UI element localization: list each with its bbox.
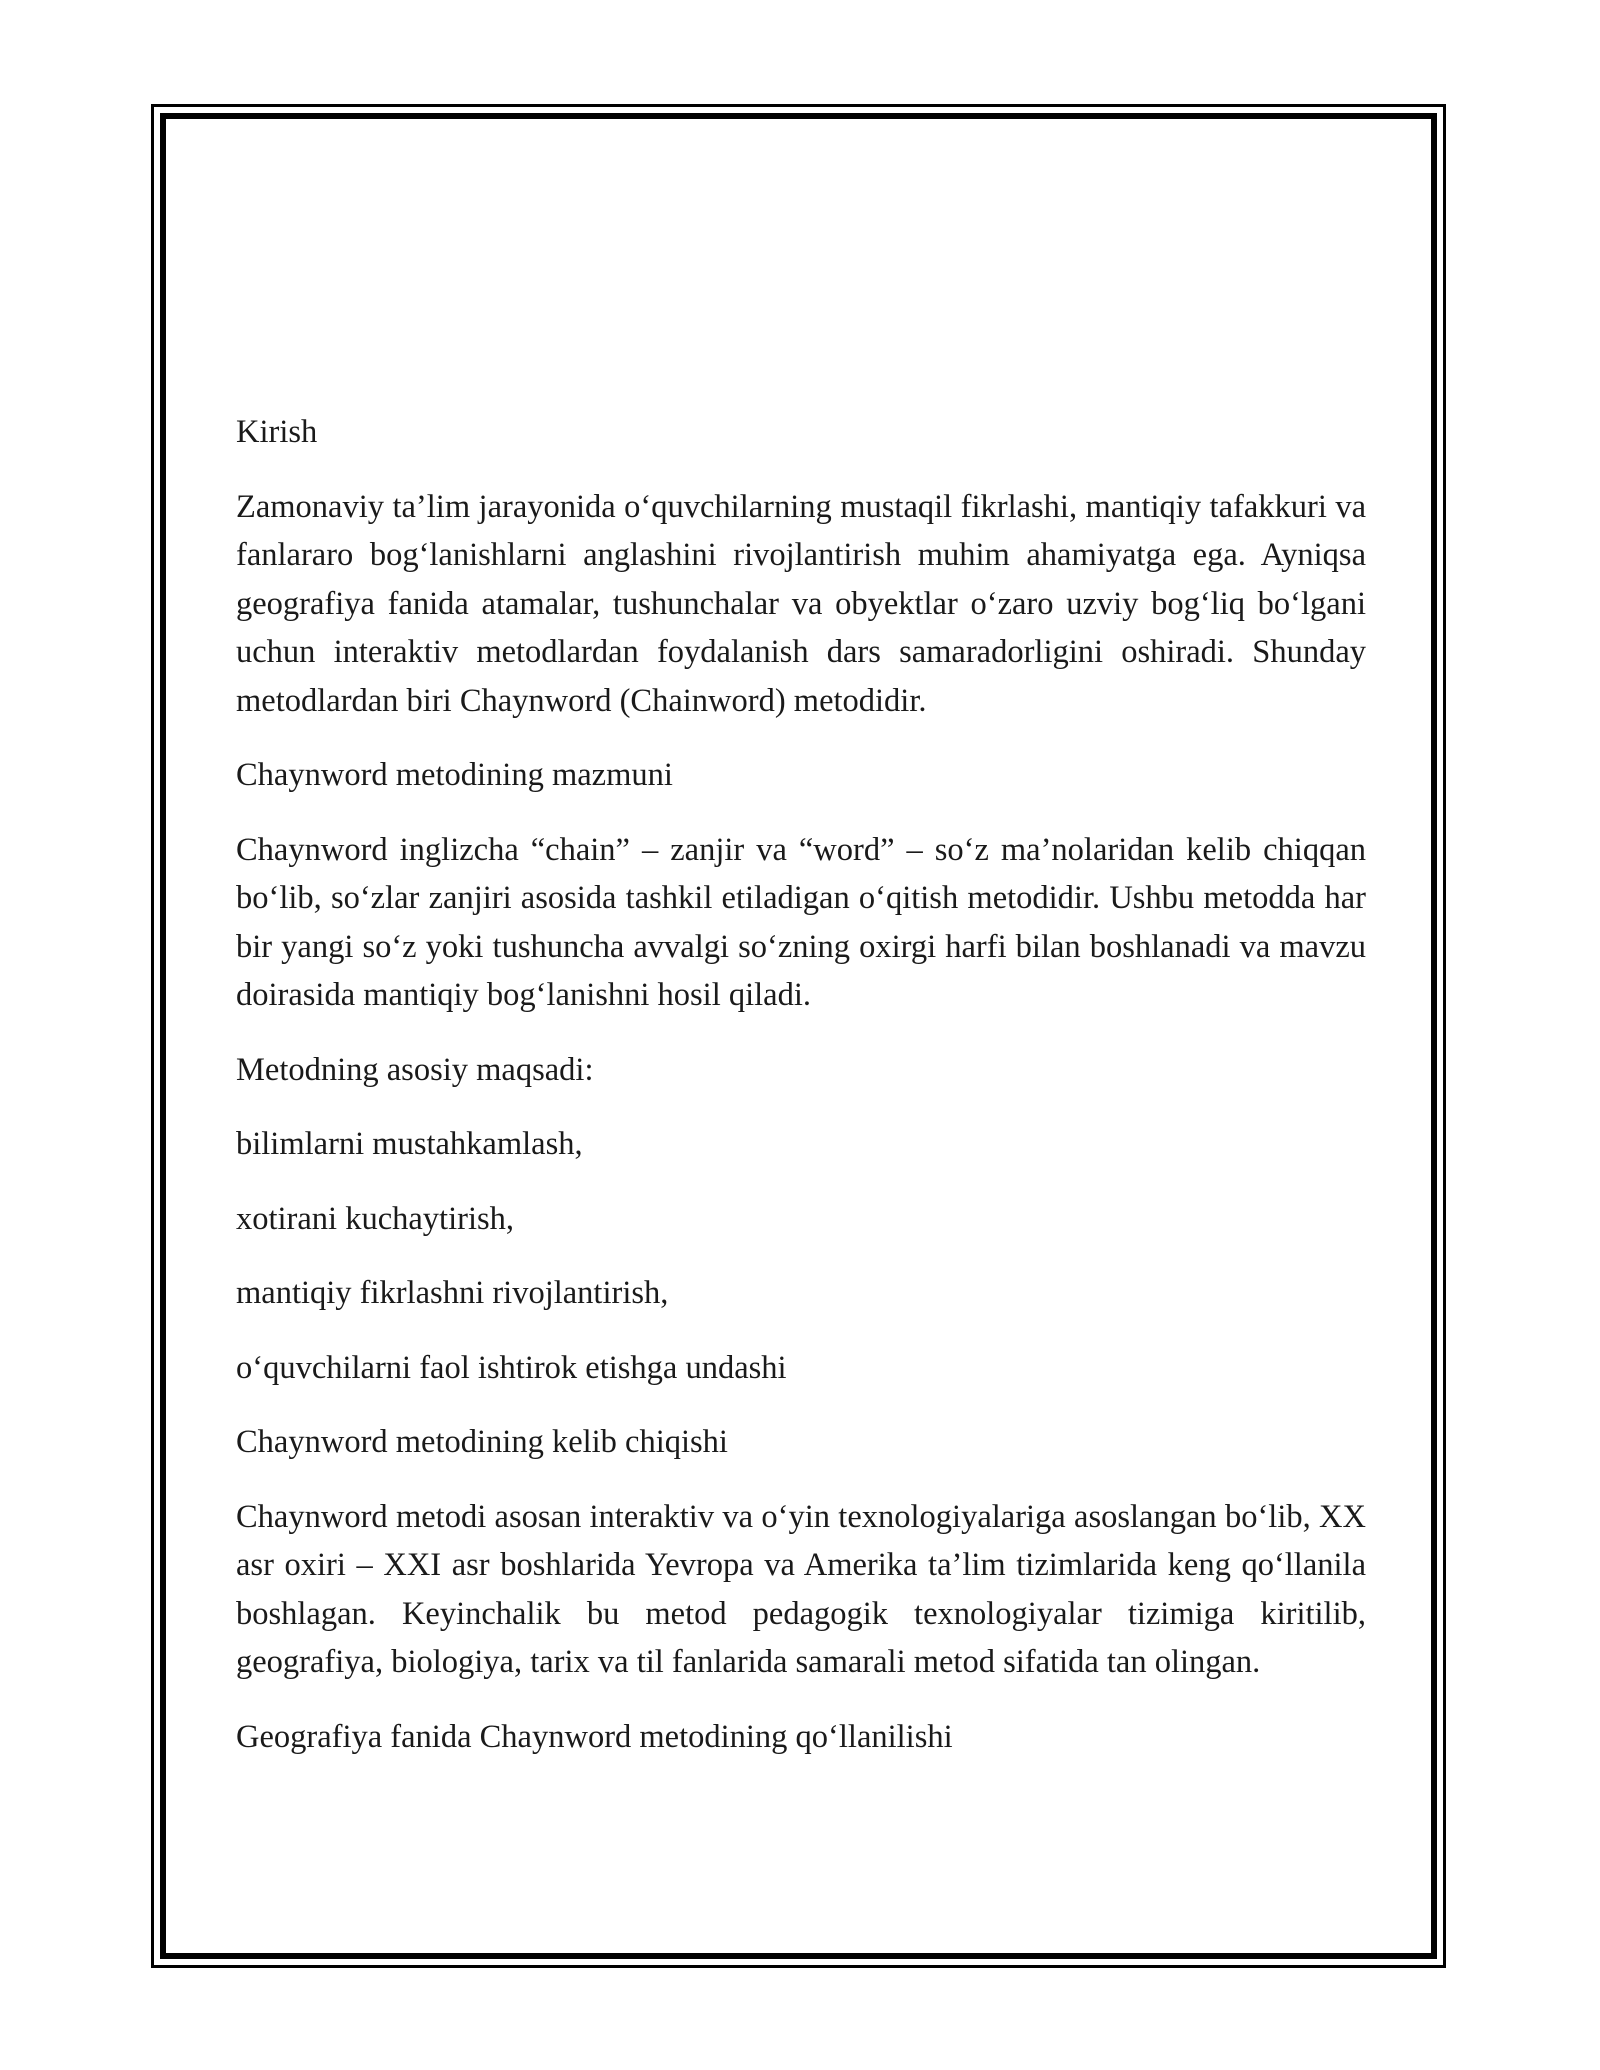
goal-item: xotirani kuchaytirish, <box>236 1200 514 1237</box>
section-heading-content: Chaynword metodining mazmuni <box>236 757 673 793</box>
goals-heading: Metodning asosiy maqsadi: <box>236 1051 594 1088</box>
document-body <box>236 408 1366 1787</box>
intro-paragraph: Zamonaviy ta’lim jarayonida o‘quvchilarning mustaqil fikrlashi, mantiqiy tafakkuri va fanlararo bog‘lanishlarni anglashini rivojlantirish muhim ahamiyatga ega. Ayniqsa geografiya fanida atamalar, tushunchalar va obyektlar o‘zaro uzviy bog‘liq bo‘lgani uchun interaktiv metodlardan foydalanish dars samaradorligini oshiradi. Shunday metodlardan biri Chaynword (Chainword) metodidir. <box>236 488 1366 719</box>
goal-item: mantiqiy fikrlashni rivojlantirish, <box>236 1275 669 1311</box>
section-heading-intro: Kirish <box>236 414 318 450</box>
section-heading-geography: Geografiya fanida Chaynword metodining qo‘llanilishi <box>236 1718 953 1755</box>
origin-paragraph: Chaynword metodi asosan interaktiv va o‘yin texnologiyalariga asoslangan bo‘lib, XX asr oxiri – XXI asr boshlarida Yevropa va Amerika ta’lim tizimlarida keng qo‘llanila boshlagan. Keyinchalik bu metod pedagogik texnologiyalar tizimiga kiritilib, geografiya, biologiya, tarix va til fanlarida samarali metod sifatida tan olingan. <box>236 1498 1366 1680</box>
section-heading-origin: Chaynword metodining kelib chiqishi <box>236 1424 728 1460</box>
content-paragraph: Chaynword inglizcha “chain” – zanjir va “word” – so‘z ma’nolaridan kelib chiqqan bo‘lib, so‘zlar zanjiri asosida tashkil etiladigan o‘qitish metodidir. Ushbu metodda har bir yangi so‘z yoki tushuncha avvalgi so‘zning oxirgi harfi bilan boshlanadi va mavzu doirasida mantiqiy bog‘lanishni hosil qiladi. <box>236 831 1366 1013</box>
goal-item: o‘quvchilarni faol ishtirok etishga undashi <box>236 1349 787 1386</box>
goal-item: bilimlarni mustahkamlash, <box>236 1126 583 1162</box>
